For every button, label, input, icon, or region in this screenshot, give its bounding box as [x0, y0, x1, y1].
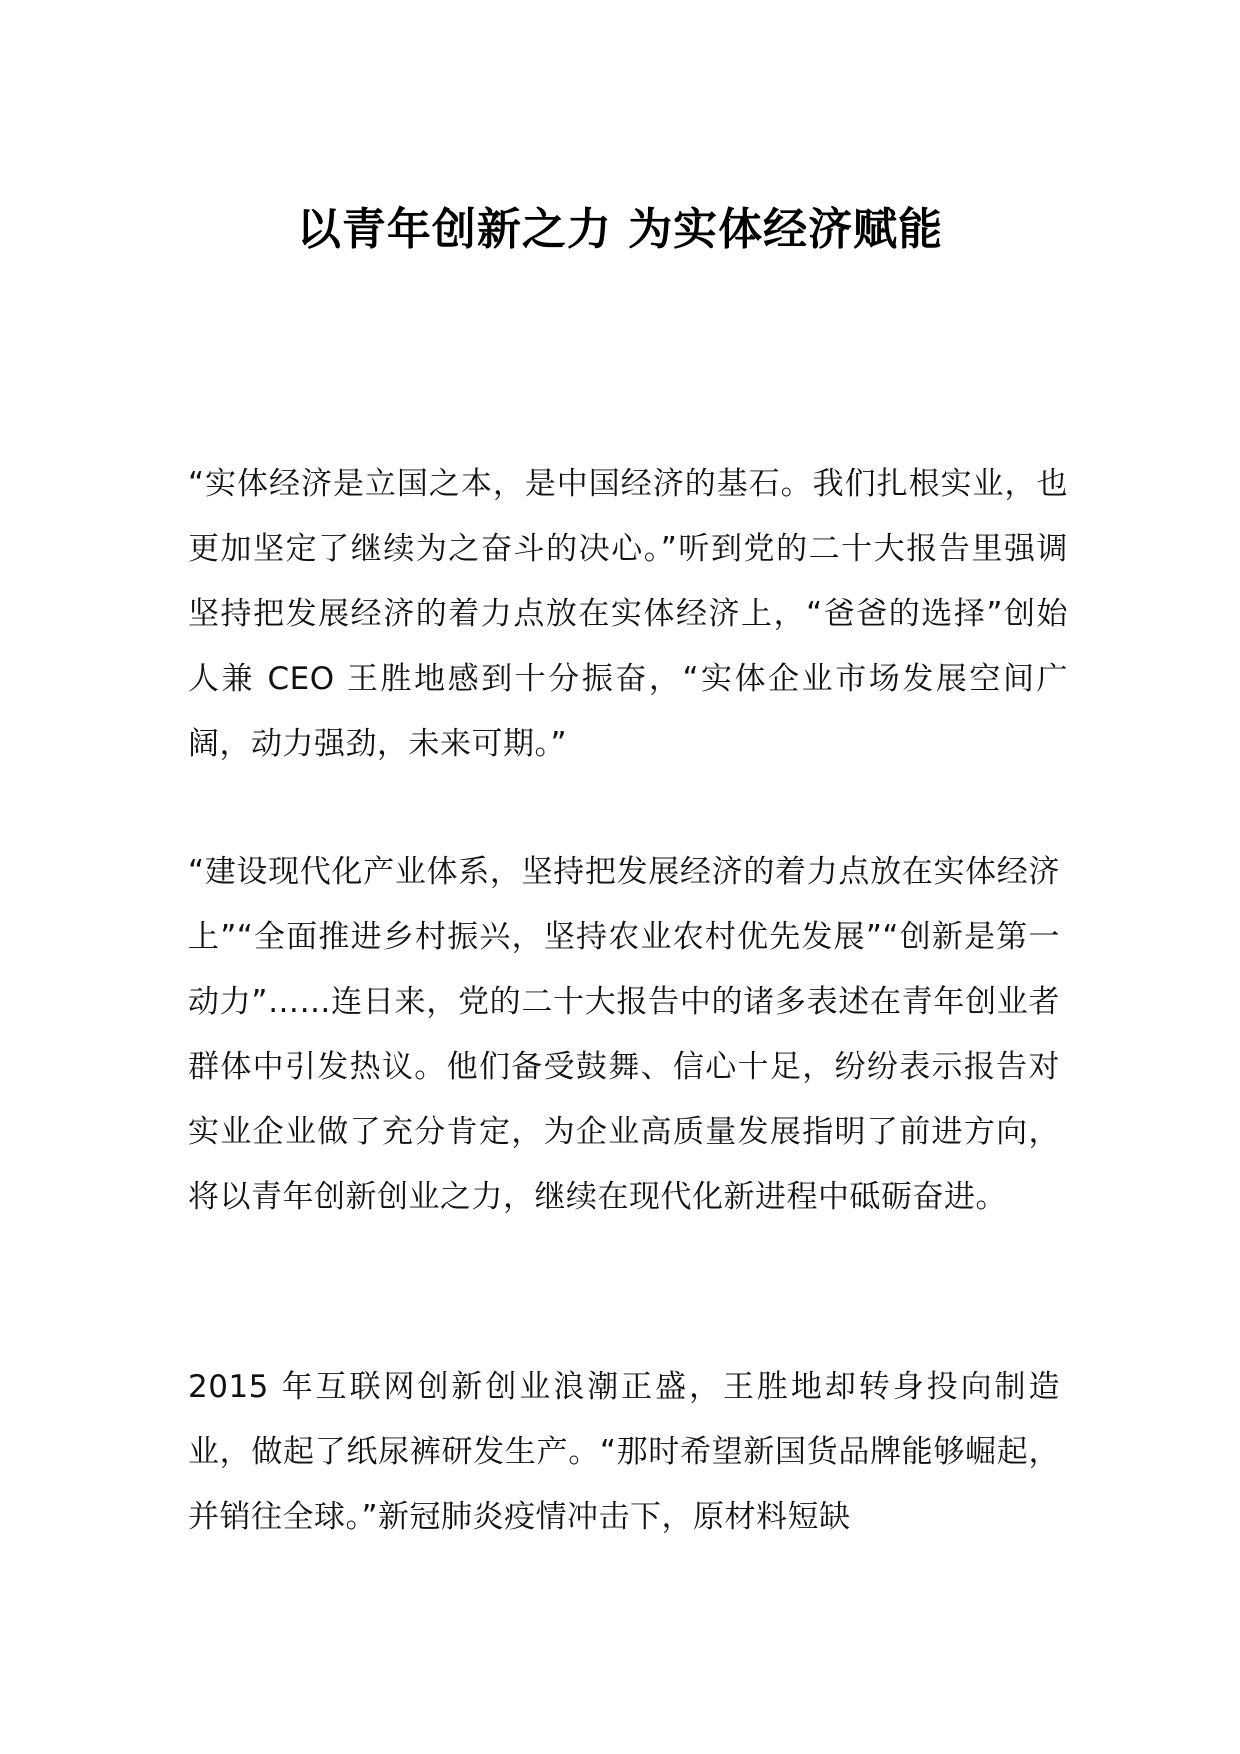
paragraph-2: “建设现代化产业体系，坚持把发展经济的着力点放在实体经济上”“全面推进乡村振兴，坚持农业农村优先发展”“创新是第一动力”……连日来，党的二十大报告中的诸多表述在青年创业者群体中引发热议。他们备受鼓舞、信心十足，纷纷表示报告对实业企业做了充分肯定，为企业高质量发展指明了前进方向，将以青年创新创业之力，继续在现代化新进程中砥砺奋进。 — [188, 854, 1060, 1215]
paragraph-3: 2015 年互联网创新创业浪潮正盛，王胜地却转身投向制造业，做起了纸尿裤研发生产。“那时希望新国货品牌能够崛起，并销往全球。”新冠肺炎疫情冲击下，原材料短缺 — [188, 1369, 1060, 1535]
document-title: 以青年创新之力 为实体经济赋能 — [296, 204, 944, 255]
paragraph-1: “实体经济是立国之本，是中国经济的基石。我们扎根实业，也更加坚定了继续为之奋斗的决心。”听到党的二十大报告里强调坚持把发展经济的着力点放在实体经济上，“爸爸的选择”创始人兼 CEO 王胜地感到十分振奋，“实体企业市场发展空间广阔，动力强劲，未来可期。” — [188, 466, 1068, 762]
